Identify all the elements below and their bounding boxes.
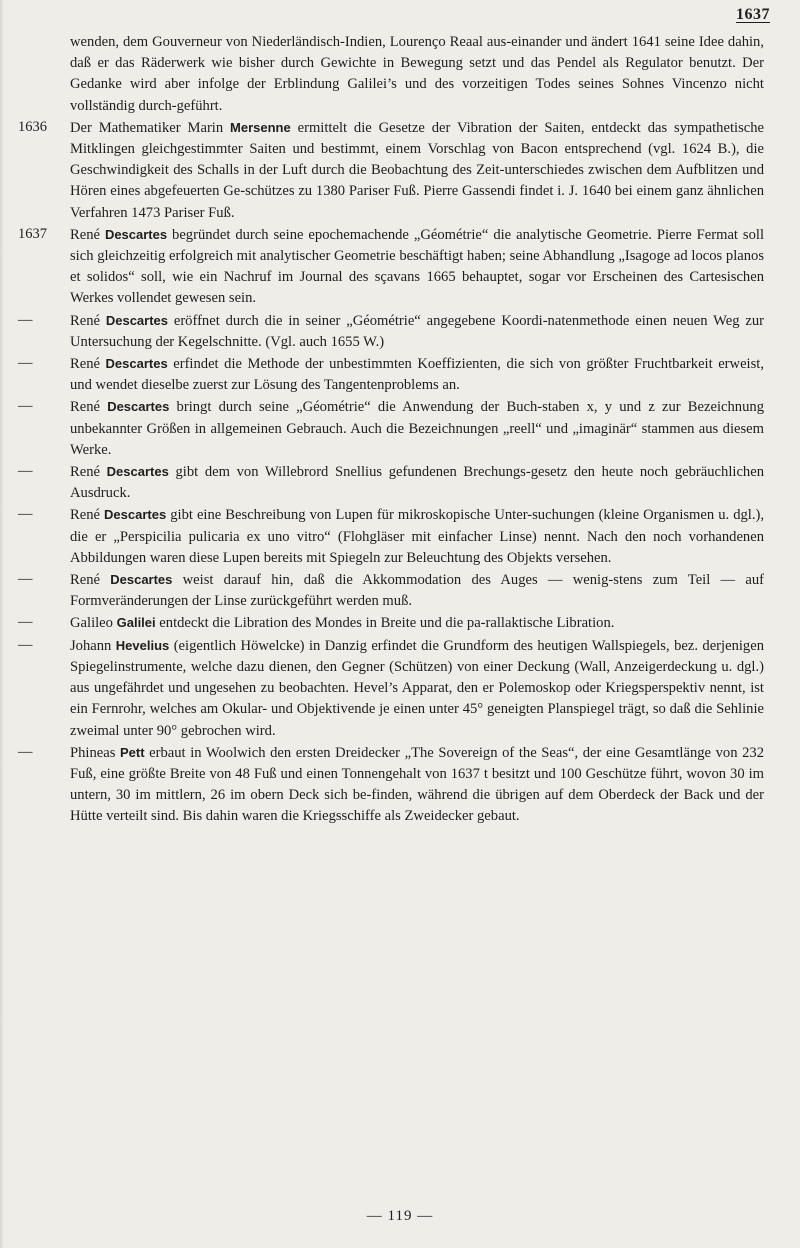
entry-year: —: [18, 743, 33, 760]
entry-text-after: gibt eine Beschreibung von Lupen für mikroskopische Unter-suchungen (kleine Organismen u. dgl.), die er „Perspicilia pulicaria ex uno vitro“ (Flohgläser mit einfacher Linse) nennt. Nach den noch vorhandenen Abbildungen waren diese Lupen bereits mit Spiegeln zur Beleuchtung des Objekts versehen.: [70, 507, 765, 566]
page-edge-shadow: [0, 0, 4, 1248]
entry: [18, 461, 764, 504]
entry-person-name: Galilei: [116, 615, 156, 631]
entry-text-after: erfindet die Methode der unbestimmten Koeffizienten, die sich von größter Fruchtbarkeit erweist, und wendet dieselbe zuerst zur Lösung des Tangentenproblems an.: [70, 356, 764, 394]
entry-text-before: René: [70, 312, 106, 329]
entry-text-before: René: [70, 399, 108, 416]
entry-text-after: entdeckt die Libration des Mondes in Breite und die pa-rallaktische Libration.: [155, 615, 615, 632]
entry-person-name: Descartes: [110, 572, 173, 588]
entry-person-name: Hevelius: [115, 637, 170, 653]
entry-year: 1637: [18, 225, 47, 242]
entry: [18, 32, 764, 117]
entry-text: [70, 461, 764, 504]
entry: [18, 612, 764, 634]
entry-text: [70, 612, 764, 634]
entry-text-after: (eigentlich Höwelcke) in Danzig erfindet die Grundform des heutigen Wallspiegels, bez. derjenigen Spiegelinstrumente, welche dazu dienen, den Gegner (Schützen) von einer Deckung (Wall, Anzeigerdeckung u. dgl.) aus ungefährdet und ungesehen zu beobachten. Hevel’s Apparat, den er Polemoskop oder Kriegsperspektiv nennt, ist ein Fernrohr, welches am Okular- und Objektivende je einen unter 45° geneigten Planspiegel trägt, so daß die Sehlinie zweimal unter 90° gebrochen wird.: [70, 637, 764, 739]
entry-text-before: René: [70, 507, 105, 524]
entry-year: —: [18, 571, 33, 588]
entry-year: —: [18, 311, 33, 328]
entry: [18, 224, 764, 310]
entry-text: [70, 742, 764, 828]
entry-year: —: [18, 355, 33, 372]
entry: [18, 504, 764, 569]
entry-text-before: Johann: [70, 637, 116, 654]
entry-year: [18, 32, 70, 117]
entry-person-name: Descartes: [107, 399, 170, 415]
entry-text-before: René: [70, 356, 106, 373]
entry-text: [70, 635, 764, 742]
entry-person-name: Pett: [120, 744, 145, 760]
entry-text-before: René: [70, 464, 107, 481]
entry-text-after: weist darauf hin, daß die Akkommodation des Auges — wenig-stens zum Teil — auf Formveränderungen der Linse zurückgeführt werden muß.: [70, 572, 764, 610]
entry-year: —: [18, 614, 33, 631]
entry-text: [70, 224, 764, 310]
entry-text: [70, 396, 764, 461]
entry-year: —: [18, 398, 33, 415]
entry-year: —: [18, 506, 33, 523]
entry-text: [70, 117, 764, 224]
entry-year: —: [18, 636, 33, 653]
entry-year: 1636: [18, 118, 47, 135]
entry: [18, 742, 764, 828]
entry: [18, 353, 764, 396]
entry: [18, 635, 764, 742]
entry-text: [70, 569, 764, 612]
entry-text-before: Phineas: [70, 744, 120, 761]
entry: [18, 310, 764, 353]
entry-text-after: begründet durch seine epochemachende „Géométrie“ die analytische Geometrie. Pierre Fermat soll sich gleichzeitig erfolgreich mit analytischer Geometrie beschäftigt haben; seine Abhandlung „Isagoge ad locos planos et solidos“ soll, wie ein Nachruf im Journal des sçavans 1665 behauptet, sogar vor Erscheinen des Cartesischen Werkes vollendet gewesen sein.: [70, 226, 764, 307]
entry-person-name: Descartes: [106, 464, 169, 480]
entry-text-before: Galileo: [70, 615, 117, 632]
entry-person-name: Descartes: [104, 507, 167, 523]
running-header: 1637: [736, 6, 770, 23]
chronology-text: [18, 32, 764, 828]
entry-text: [70, 310, 764, 353]
entry-text-before: René: [70, 572, 111, 589]
entry-text-after: gibt dem von Willebrord Snellius gefundenen Brechungs-gesetz den heute noch gebräuchlichen Ausdruck.: [70, 464, 764, 502]
entry-text-after: bringt durch seine „Géométrie“ die Anwendung der Buch-staben x, y und z zur Bezeichnung unbekannter Größen in allgemeinen Gebrauch. Auch die Bezeichnungen „reell“ und „imaginär“ stammen aus diesem Werke.: [70, 399, 764, 458]
entry: [18, 117, 764, 224]
entry-person-name: Descartes: [105, 312, 168, 328]
entry-person-name: Descartes: [105, 356, 168, 372]
entry-text: wenden, dem Gouverneur von Niederländisch-Indien, Lourenço Reaal aus-einander und ändert 1641 seine Idee dahin, daß er das Räderwerk wie bisher durch Gewichte in Bewegung setzt und das Pendel als Regulator benutzt. Der Gedanke wird aber infolge der Erblindung Galilei’s und des vorzeitigen Todes seines Sohnes Vincenzo nicht vollständig durch-geführt.: [70, 34, 764, 114]
entry-text-after: eröffnet durch die in seiner „Géométrie“ angegebene Koordi-natenmethode einen neuen Weg zur Untersuchung der Kegelschnitte. (Vgl. auch 1655 W.): [70, 312, 764, 350]
entry: [18, 569, 764, 612]
entry-text-after: ermittelt die Gesetze der Vibration der Saiten, entdeckt das sympathetische Mitklingen gleichgestimmter Saiten und bestimmt, einem Vorschlag von Bacon entsprechend (vgl. 1624 B.), die Geschwindigkeit des Schalls in der Luft durch die Beobachtung des Zeit-unterschiedes zwischen dem Aufblitzen und Hören eines abgefeuerten Ge-schützes zu 1380 Pariser Fuß. Pierre Gassendi findet i. J. 1640 bei einem ganz ähnlichen Verfahren 1473 Pariser Fuß.: [70, 119, 764, 221]
entry-person-name: Descartes: [104, 226, 168, 242]
entry: [18, 396, 764, 461]
entry-text-after: erbaut in Woolwich den ersten Dreidecker „The Sovereign of the Seas“, der eine Gesamtlänge von 232 Fuß, eine größte Breite von 48 Fuß und einen Tonnengehalt von 1637 t besitzt und 100 Geschütze führt, wovon 30 im untern, 30 im mittlern, 26 im obern Deck sich be-finden, während die übrigen auf dem Oberdeck der Back und der Hütte verteilt sind. Bis dahin waren die Kriegsschiffe als Zweidecker gebaut.: [70, 744, 764, 825]
entry-year: —: [18, 463, 33, 480]
entry-person-name: Mersenne: [230, 119, 291, 135]
entry-text: [70, 353, 764, 396]
entry-text-before: Der Mathematiker Marin: [70, 119, 231, 136]
page-number: — 119 —: [366, 1208, 434, 1224]
entry-text: [70, 504, 764, 569]
entry-text-before: René: [70, 226, 105, 243]
